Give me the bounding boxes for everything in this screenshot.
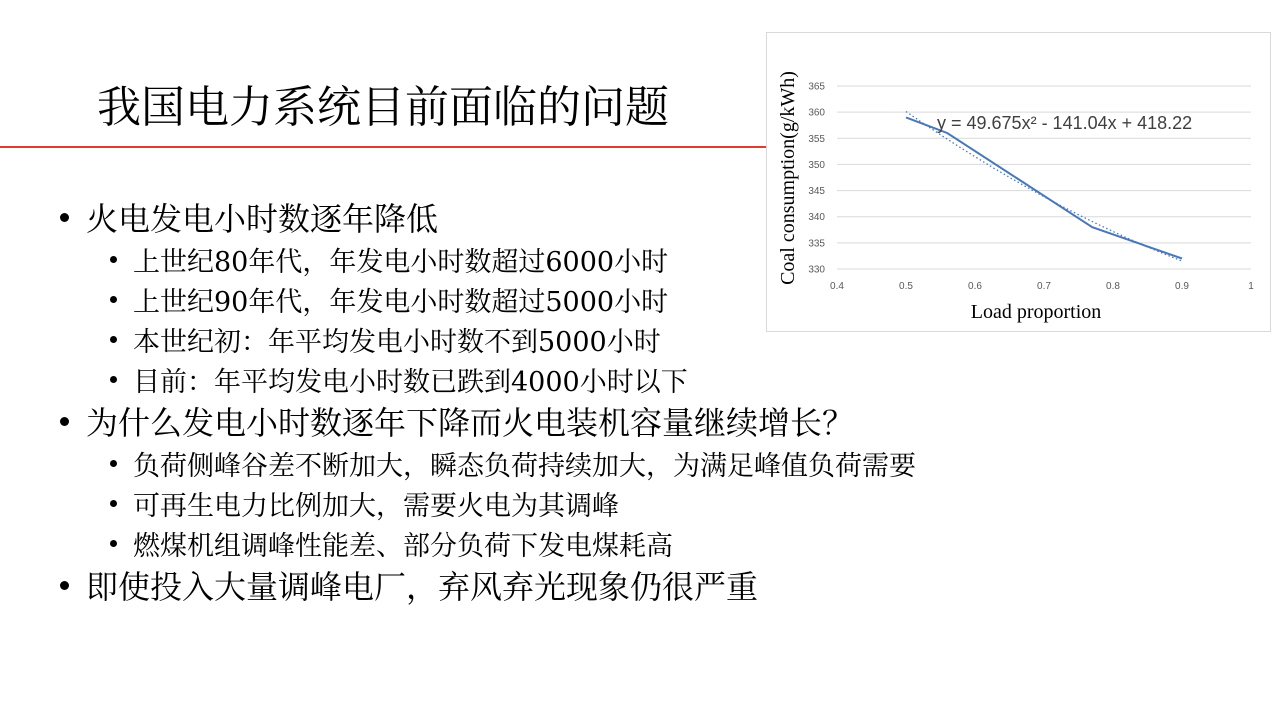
bullet-dot (110, 296, 117, 303)
x-axis-title: Load proportion (970, 301, 1102, 323)
title-underline (0, 146, 800, 148)
bullet-dot (110, 500, 117, 507)
bullet-dot (110, 336, 117, 343)
y-tick-label: 360 (808, 107, 825, 119)
x-tick-label: 0.8 (1106, 281, 1120, 292)
bullet-text: 即使投入大量调峰电厂，弃风弃光现象仍很严重 (86, 568, 759, 606)
y-tick-label: 335 (808, 238, 825, 250)
bullet-text: 火电发电小时数逐年降低 (86, 200, 439, 238)
bullet-dot (60, 417, 69, 426)
sub-bullet-text: 上世纪90年代，年发电小时数超过5000小时 (133, 286, 669, 318)
sub-bullet-item (110, 443, 1280, 483)
bullet-dot (110, 540, 117, 547)
y-tick-label: 340 (808, 212, 825, 224)
y-tick-label: 345 (808, 186, 825, 198)
bullet-dot (110, 460, 117, 467)
sub-bullet-text: 本世纪初：年平均发电小时数不到5000小时 (133, 326, 661, 358)
y-tick-label: 330 (808, 264, 825, 276)
slide-title: 我国电力系统目前面临的问题 (97, 82, 669, 133)
sub-bullet-item (110, 483, 1280, 523)
sub-bullet-text: 目前：年平均发电小时数已跌到4000小时以下 (133, 366, 688, 398)
trendline-equation: y = 49.675x² - 141.04x + 418.22 (937, 113, 1193, 133)
sub-bullet-text: 可再生电力比例加大，需要火电为其调峰 (133, 490, 619, 522)
x-tick-label: 1 (1248, 281, 1254, 292)
y-tick-label: 365 (808, 81, 825, 93)
sub-bullet-item (110, 359, 1280, 399)
x-tick-label: 0.5 (899, 281, 913, 292)
bullet-item (60, 399, 1280, 443)
x-tick-label: 0.9 (1175, 281, 1189, 292)
y-axis-title: Coal consumption(g/kWh) (777, 71, 799, 285)
bullet-dot (110, 256, 117, 263)
chart-svg (767, 33, 1270, 331)
bullet-item (60, 563, 1280, 607)
sub-bullet-text: 负荷侧峰谷差不断加大，瞬态负荷持续加大，为满足峰值负荷需要 (133, 450, 916, 482)
x-tick-label: 0.7 (1037, 281, 1051, 292)
x-tick-label: 0.6 (968, 281, 982, 292)
x-tick-label: 0.4 (830, 281, 844, 292)
y-tick-label: 355 (808, 133, 825, 145)
coal-consumption-chart (766, 32, 1271, 332)
bullet-dot (110, 376, 117, 383)
bullet-text: 为什么发电小时数逐年下降而火电装机容量继续增长？ (86, 404, 855, 442)
sub-bullet-item (110, 523, 1280, 563)
sub-bullet-text: 燃煤机组调峰性能差、部分负荷下发电煤耗高 (133, 530, 673, 562)
bullet-dot (60, 213, 69, 222)
sub-bullet-text: 上世纪80年代，年发电小时数超过6000小时 (133, 246, 669, 278)
bullet-dot (60, 581, 69, 590)
y-tick-label: 350 (808, 159, 825, 171)
